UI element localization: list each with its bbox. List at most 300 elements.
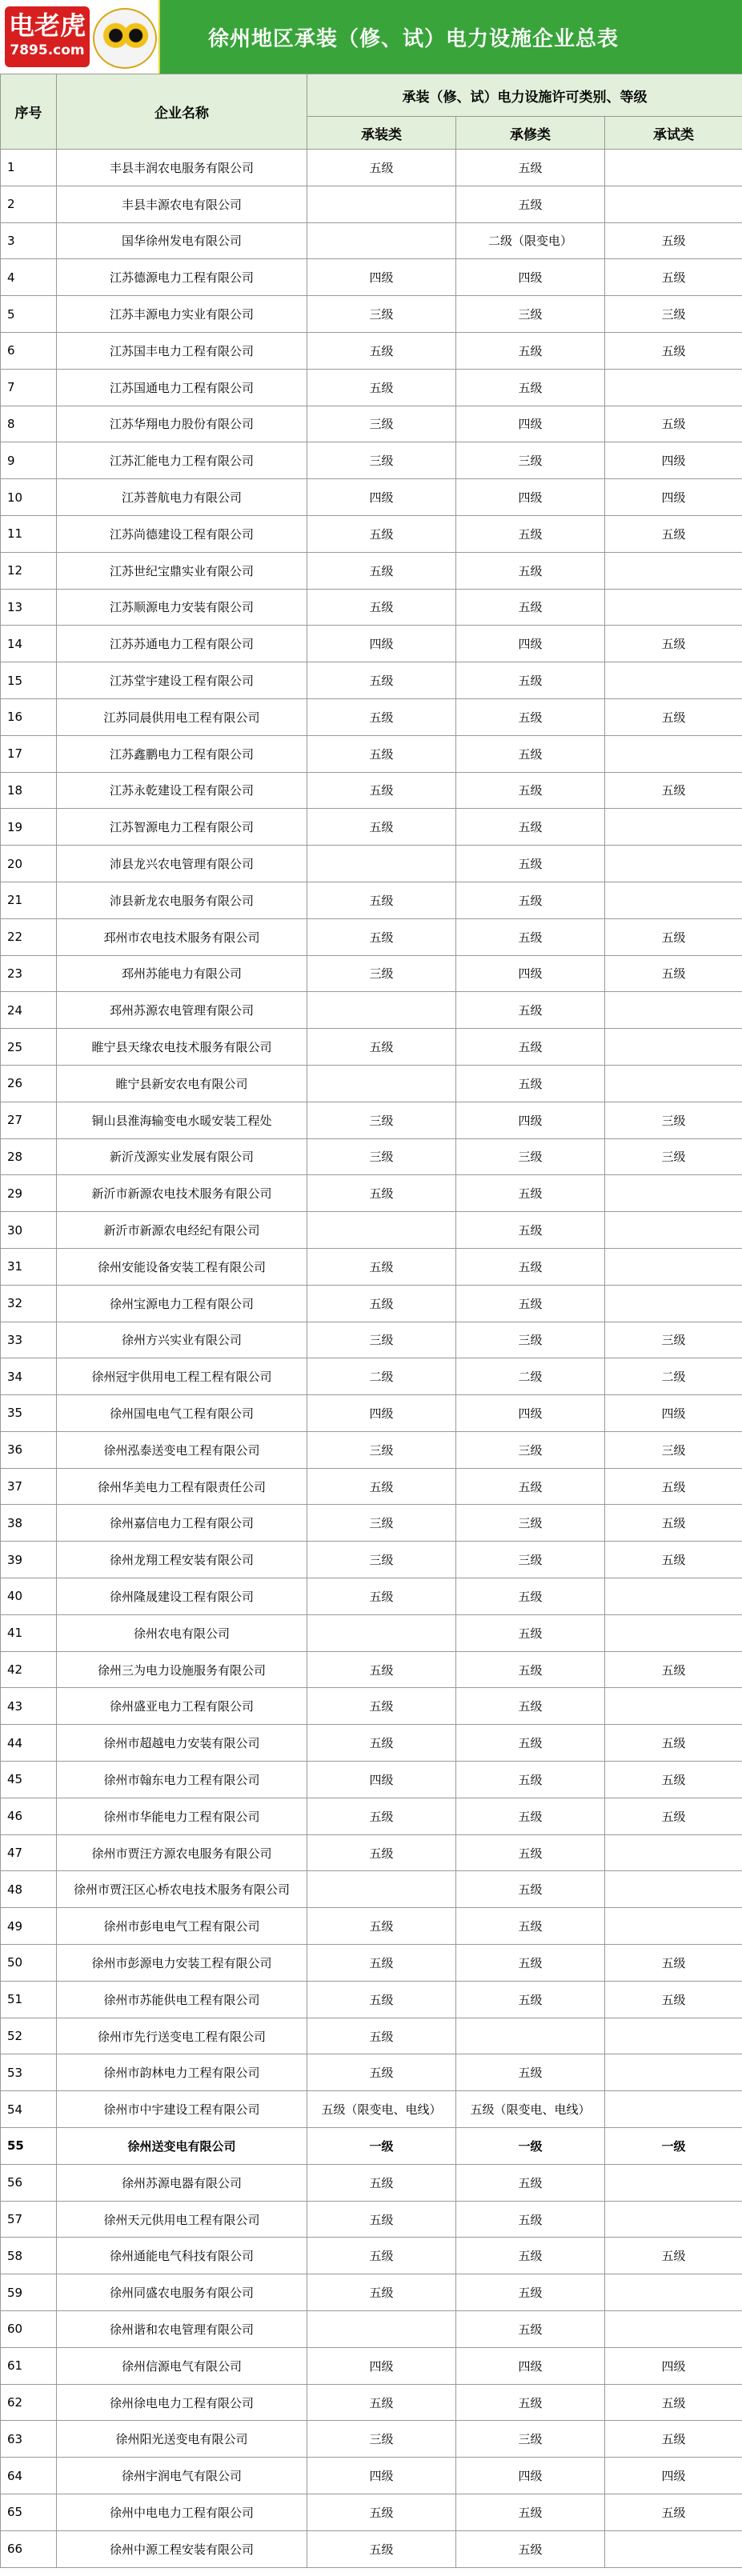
table-row — [1, 1358, 742, 1395]
row-company-name: 江苏同晨供用电工程有限公司 — [57, 698, 307, 735]
row-repair-level: 五级 — [456, 1834, 605, 1871]
row-company-name: 徐州谐和农电管理有限公司 — [57, 2311, 307, 2348]
table-row — [1, 1762, 742, 1798]
row-seq: 8 — [1, 406, 57, 442]
row-company-name: 徐州市韵林电力工程有限公司 — [57, 2054, 307, 2091]
row-seq: 46 — [1, 1798, 57, 1834]
row-test-level: 五级 — [605, 2494, 742, 2531]
row-install-level: 五级 — [307, 1029, 456, 1066]
row-seq: 20 — [1, 846, 57, 882]
row-seq: 25 — [1, 1029, 57, 1066]
row-seq: 40 — [1, 1578, 57, 1615]
row-install-level: 五级 — [307, 150, 456, 186]
row-seq: 18 — [1, 772, 57, 809]
row-install-level: 三级 — [307, 1505, 456, 1542]
table-row — [1, 2530, 742, 2567]
site-logo[interactable] — [0, 0, 160, 74]
row-install-level: 五级 — [307, 2054, 456, 2091]
row-company-name: 江苏国丰电力工程有限公司 — [57, 332, 307, 369]
row-repair-level: 五级 — [456, 735, 605, 772]
row-company-name: 徐州市贾汪区心桥农电技术服务有限公司 — [57, 1871, 307, 1908]
row-test-level: 五级 — [605, 1505, 742, 1542]
row-seq: 2 — [1, 186, 57, 222]
row-seq: 45 — [1, 1762, 57, 1798]
row-install-level: 五级 — [307, 1981, 456, 2018]
row-repair-level: 二级（限变电） — [456, 222, 605, 259]
row-repair-level: 五级 — [456, 846, 605, 882]
row-test-level: 五级 — [605, 772, 742, 809]
row-install-level: 五级 — [307, 809, 456, 846]
header-name: 企业名称 — [57, 74, 307, 150]
row-install-level: 四级 — [307, 2347, 456, 2384]
row-test-level: 五级 — [605, 406, 742, 442]
row-install-level: 五级 — [307, 698, 456, 735]
row-test-level — [605, 1834, 742, 1871]
table-row — [1, 992, 742, 1029]
table-row — [1, 2018, 742, 2054]
row-repair-level: 五级 — [456, 1762, 605, 1798]
row-repair-level: 五级 — [456, 552, 605, 589]
header-test: 承试类 — [605, 117, 742, 150]
table-row — [1, 2054, 742, 2091]
row-repair-level: 三级 — [456, 442, 605, 479]
row-repair-level: 四级 — [456, 406, 605, 442]
row-company-name: 江苏德源电力工程有限公司 — [57, 259, 307, 296]
row-test-level — [605, 809, 742, 846]
row-repair-level: 五级 — [456, 2164, 605, 2201]
row-seq: 34 — [1, 1358, 57, 1395]
row-install-level: 五级 — [307, 1834, 456, 1871]
row-company-name: 徐州通能电气科技有限公司 — [57, 2238, 307, 2274]
row-install-level: 五级 — [307, 772, 456, 809]
row-company-name: 睢宁县新安农电有限公司 — [57, 1065, 307, 1102]
row-repair-level: 五级 — [456, 2384, 605, 2421]
row-install-level: 五级 — [307, 1468, 456, 1505]
row-repair-level: 五级 — [456, 1029, 605, 1066]
row-seq: 65 — [1, 2494, 57, 2531]
row-seq: 32 — [1, 1285, 57, 1322]
row-seq: 33 — [1, 1322, 57, 1358]
enterprise-table — [0, 74, 742, 2568]
row-install-level: 五级 — [307, 515, 456, 552]
row-company-name: 江苏丰源电力实业有限公司 — [57, 296, 307, 333]
row-company-name: 铜山县淮海输变电水暖安装工程处 — [57, 1102, 307, 1138]
row-install-level: 五级 — [307, 369, 456, 406]
row-company-name: 徐州三为电力设施服务有限公司 — [57, 1651, 307, 1688]
row-company-name: 丰县丰源农电有限公司 — [57, 186, 307, 222]
table-row — [1, 2494, 742, 2531]
row-repair-level: 五级 — [456, 1871, 605, 1908]
row-install-level: 三级 — [307, 1102, 456, 1138]
row-company-name: 邳州市农电技术服务有限公司 — [57, 918, 307, 955]
row-test-level: 五级 — [605, 918, 742, 955]
row-repair-level: 五级 — [456, 1945, 605, 1982]
table-row — [1, 735, 742, 772]
header-license-group: 承装（修、试）电力设施许可类别、等级 — [307, 74, 742, 117]
row-test-level — [605, 846, 742, 882]
row-test-level: 五级 — [605, 1542, 742, 1578]
row-seq: 64 — [1, 2458, 57, 2494]
row-install-level: 二级 — [307, 1358, 456, 1395]
row-seq: 62 — [1, 2384, 57, 2421]
header-repair: 承修类 — [456, 117, 605, 150]
table-row — [1, 2311, 742, 2348]
row-seq: 4 — [1, 259, 57, 296]
row-test-level: 五级 — [605, 1725, 742, 1762]
table-row — [1, 2274, 742, 2311]
row-seq: 61 — [1, 2347, 57, 2384]
table-row — [1, 1431, 742, 1468]
table-row — [1, 1542, 742, 1578]
row-company-name: 徐州同盛农电服务有限公司 — [57, 2274, 307, 2311]
row-seq: 19 — [1, 809, 57, 846]
row-test-level — [605, 1688, 742, 1725]
table-row — [1, 662, 742, 699]
row-repair-level: 五级 — [456, 698, 605, 735]
row-install-level — [307, 1065, 456, 1102]
row-repair-level — [456, 2018, 605, 2054]
row-install-level: 五级 — [307, 589, 456, 626]
row-repair-level: 五级 — [456, 186, 605, 222]
table-row — [1, 626, 742, 662]
row-repair-level: 五级 — [456, 2494, 605, 2531]
row-company-name: 丰县丰润农电服务有限公司 — [57, 150, 307, 186]
row-install-level: 五级 — [307, 2384, 456, 2421]
row-install-level — [307, 222, 456, 259]
table-row — [1, 1505, 742, 1542]
row-test-level — [605, 186, 742, 222]
table-row — [1, 1322, 742, 1358]
row-test-level: 五级 — [605, 1945, 742, 1982]
row-test-level: 二级 — [605, 1358, 742, 1395]
row-company-name: 徐州市先行送变电工程有限公司 — [57, 2018, 307, 2054]
table-row — [1, 1798, 742, 1834]
table-row — [1, 2164, 742, 2201]
row-repair-level: 二级 — [456, 1358, 605, 1395]
row-seq: 48 — [1, 1871, 57, 1908]
row-repair-level: 五级 — [456, 2311, 605, 2348]
row-company-name: 徐州方兴实业有限公司 — [57, 1322, 307, 1358]
row-company-name: 徐州市中宇建设工程有限公司 — [57, 2091, 307, 2128]
table-row — [1, 222, 742, 259]
row-install-level: 三级 — [307, 406, 456, 442]
row-install-level: 三级 — [307, 1138, 456, 1175]
header-install: 承装类 — [307, 117, 456, 150]
table-row — [1, 1395, 742, 1432]
row-seq: 11 — [1, 515, 57, 552]
row-seq: 66 — [1, 2530, 57, 2567]
row-company-name: 徐州徐电电力工程有限公司 — [57, 2384, 307, 2421]
row-repair-level: 五级 — [456, 1468, 605, 1505]
row-test-level — [605, 2091, 742, 2128]
row-install-level — [307, 1212, 456, 1249]
row-repair-level: 五级 — [456, 2054, 605, 2091]
row-repair-level: 一级 — [456, 2128, 605, 2165]
row-repair-level: 五级 — [456, 1981, 605, 2018]
row-install-level: 三级 — [307, 2421, 456, 2458]
row-seq: 14 — [1, 626, 57, 662]
row-seq: 12 — [1, 552, 57, 589]
row-test-level: 五级 — [605, 955, 742, 992]
row-seq: 56 — [1, 2164, 57, 2201]
row-install-level: 四级 — [307, 479, 456, 516]
row-seq: 9 — [1, 442, 57, 479]
row-seq: 3 — [1, 222, 57, 259]
row-repair-level: 五级 — [456, 2238, 605, 2274]
row-company-name: 江苏国通电力工程有限公司 — [57, 369, 307, 406]
table-row — [1, 1945, 742, 1982]
table-row — [1, 2091, 742, 2128]
row-test-level: 三级 — [605, 296, 742, 333]
row-company-name: 江苏智源电力工程有限公司 — [57, 809, 307, 846]
row-test-level — [605, 2201, 742, 2238]
row-test-level — [605, 1908, 742, 1945]
row-test-level: 五级 — [605, 1468, 742, 1505]
row-repair-level: 五级 — [456, 1248, 605, 1285]
table-row — [1, 589, 742, 626]
row-repair-level: 五级（限变电、电线） — [456, 2091, 605, 2128]
row-company-name: 徐州隆晟建设工程有限公司 — [57, 1578, 307, 1615]
row-test-level — [605, 1248, 742, 1285]
row-seq: 22 — [1, 918, 57, 955]
row-repair-level: 五级 — [456, 332, 605, 369]
row-test-level — [605, 1212, 742, 1249]
table-row — [1, 150, 742, 186]
row-repair-level: 四级 — [456, 626, 605, 662]
row-install-level: 五级 — [307, 552, 456, 589]
table-row — [1, 186, 742, 222]
row-test-level: 五级 — [605, 515, 742, 552]
logo-site: 7895.com — [10, 42, 85, 58]
table-row — [1, 515, 742, 552]
row-seq: 23 — [1, 955, 57, 992]
row-test-level: 一级 — [605, 2128, 742, 2165]
row-seq: 38 — [1, 1505, 57, 1542]
row-test-level: 三级 — [605, 1138, 742, 1175]
table-row — [1, 1908, 742, 1945]
row-test-level: 五级 — [605, 259, 742, 296]
table-row — [1, 2421, 742, 2458]
row-seq: 29 — [1, 1175, 57, 1212]
row-seq: 1 — [1, 150, 57, 186]
row-repair-level: 五级 — [456, 662, 605, 699]
row-company-name: 江苏华翔电力股份有限公司 — [57, 406, 307, 442]
row-seq: 28 — [1, 1138, 57, 1175]
row-test-level: 五级 — [605, 222, 742, 259]
row-company-name: 江苏永乾建设工程有限公司 — [57, 772, 307, 809]
row-company-name: 徐州天元供用电工程有限公司 — [57, 2201, 307, 2238]
row-company-name: 徐州市翰东电力工程有限公司 — [57, 1762, 307, 1798]
row-company-name: 江苏世纪宝鼎实业有限公司 — [57, 552, 307, 589]
row-install-level: 三级 — [307, 1431, 456, 1468]
table-row — [1, 1102, 742, 1138]
table-row — [1, 1285, 742, 1322]
row-repair-level: 四级 — [456, 259, 605, 296]
table-row — [1, 918, 742, 955]
row-repair-level: 五级 — [456, 918, 605, 955]
row-company-name: 江苏堂宇建设工程有限公司 — [57, 662, 307, 699]
row-seq: 51 — [1, 1981, 57, 2018]
table-row — [1, 1981, 742, 2018]
row-company-name: 徐州中源工程安装有限公司 — [57, 2530, 307, 2567]
table-row — [1, 2201, 742, 2238]
table-row — [1, 1212, 742, 1249]
row-company-name: 邳州苏源农电管理有限公司 — [57, 992, 307, 1029]
row-seq: 58 — [1, 2238, 57, 2274]
row-company-name: 徐州市华能电力工程有限公司 — [57, 1798, 307, 1834]
row-seq: 41 — [1, 1614, 57, 1651]
table-row — [1, 2384, 742, 2421]
row-company-name: 江苏鑫鹏电力工程有限公司 — [57, 735, 307, 772]
row-test-level — [605, 2164, 742, 2201]
row-test-level — [605, 1175, 742, 1212]
row-seq: 49 — [1, 1908, 57, 1945]
row-repair-level: 五级 — [456, 369, 605, 406]
row-test-level — [605, 2274, 742, 2311]
row-test-level: 四级 — [605, 1395, 742, 1432]
row-test-level — [605, 552, 742, 589]
row-seq: 36 — [1, 1431, 57, 1468]
row-company-name: 新沂市新源农电经纪有限公司 — [57, 1212, 307, 1249]
row-company-name: 徐州国电电气工程有限公司 — [57, 1395, 307, 1432]
table-row — [1, 1065, 742, 1102]
table-row — [1, 552, 742, 589]
row-repair-level: 五级 — [456, 589, 605, 626]
table-row — [1, 1834, 742, 1871]
tiger-face-icon — [93, 8, 157, 69]
row-install-level: 五级 — [307, 1908, 456, 1945]
table-row — [1, 259, 742, 296]
row-install-level: 一级 — [307, 2128, 456, 2165]
row-repair-level: 三级 — [456, 1542, 605, 1578]
row-company-name: 徐州安能设备安装工程有限公司 — [57, 1248, 307, 1285]
row-company-name: 徐州送变电有限公司 — [57, 2128, 307, 2165]
row-seq: 43 — [1, 1688, 57, 1725]
logo-badge — [5, 6, 90, 67]
row-test-level — [605, 1614, 742, 1651]
row-repair-level: 五级 — [456, 150, 605, 186]
row-seq: 39 — [1, 1542, 57, 1578]
row-test-level: 四级 — [605, 442, 742, 479]
table-row — [1, 2238, 742, 2274]
row-repair-level: 五级 — [456, 1578, 605, 1615]
row-repair-level: 三级 — [456, 1322, 605, 1358]
row-repair-level: 五级 — [456, 1614, 605, 1651]
table-row — [1, 1248, 742, 1285]
row-seq: 10 — [1, 479, 57, 516]
row-install-level: 五级 — [307, 1285, 456, 1322]
row-test-level: 五级 — [605, 1762, 742, 1798]
row-seq: 21 — [1, 882, 57, 918]
row-repair-level: 五级 — [456, 1688, 605, 1725]
row-company-name: 徐州市彭电电气工程有限公司 — [57, 1908, 307, 1945]
row-company-name: 沛县龙兴农电管理有限公司 — [57, 846, 307, 882]
row-repair-level: 五级 — [456, 772, 605, 809]
row-repair-level: 五级 — [456, 1212, 605, 1249]
row-test-level: 五级 — [605, 1651, 742, 1688]
row-seq: 35 — [1, 1395, 57, 1432]
row-seq: 26 — [1, 1065, 57, 1102]
row-test-level — [605, 2311, 742, 2348]
row-test-level — [605, 1578, 742, 1615]
row-install-level: 五级 — [307, 918, 456, 955]
row-company-name: 徐州盛亚电力工程有限公司 — [57, 1688, 307, 1725]
row-repair-level: 五级 — [456, 882, 605, 918]
table-row — [1, 332, 742, 369]
row-test-level — [605, 1285, 742, 1322]
row-install-level: 五级 — [307, 2274, 456, 2311]
row-test-level: 五级 — [605, 626, 742, 662]
row-test-level: 五级 — [605, 1981, 742, 2018]
table-row — [1, 406, 742, 442]
header-seq: 序号 — [1, 74, 57, 150]
row-install-level: 五级（限变电、电线） — [307, 2091, 456, 2128]
row-install-level: 三级 — [307, 296, 456, 333]
row-company-name: 徐州市苏能供电工程有限公司 — [57, 1981, 307, 2018]
row-company-name: 江苏苏通电力工程有限公司 — [57, 626, 307, 662]
table-row — [1, 1029, 742, 1066]
row-install-level: 五级 — [307, 2201, 456, 2238]
row-test-level — [605, 589, 742, 626]
row-install-level: 三级 — [307, 1542, 456, 1578]
row-test-level — [605, 369, 742, 406]
row-install-level: 五级 — [307, 882, 456, 918]
row-test-level — [605, 1065, 742, 1102]
table-row — [1, 1688, 742, 1725]
row-test-level: 四级 — [605, 479, 742, 516]
row-install-level — [307, 2311, 456, 2348]
row-company-name: 新沂茂源实业发展有限公司 — [57, 1138, 307, 1175]
row-repair-level: 三级 — [456, 296, 605, 333]
row-company-name: 徐州嘉信电力工程有限公司 — [57, 1505, 307, 1542]
row-install-level: 三级 — [307, 955, 456, 992]
row-company-name: 徐州华美电力工程有限责任公司 — [57, 1468, 307, 1505]
row-seq: 55 — [1, 2128, 57, 2165]
row-repair-level: 五级 — [456, 2201, 605, 2238]
row-company-name: 徐州市贾汪方源农电服务有限公司 — [57, 1834, 307, 1871]
row-install-level: 五级 — [307, 2494, 456, 2531]
row-repair-level: 五级 — [456, 1285, 605, 1322]
row-test-level — [605, 662, 742, 699]
row-repair-level: 五级 — [456, 2530, 605, 2567]
row-seq: 15 — [1, 662, 57, 699]
row-company-name: 徐州宝源电力工程有限公司 — [57, 1285, 307, 1322]
table-row — [1, 2347, 742, 2384]
row-install-level: 五级 — [307, 1248, 456, 1285]
row-company-name: 徐州市彭源电力安装工程有限公司 — [57, 1945, 307, 1982]
row-repair-level: 五级 — [456, 992, 605, 1029]
row-install-level: 五级 — [307, 1945, 456, 1982]
row-test-level: 四级 — [605, 2458, 742, 2494]
row-seq: 5 — [1, 296, 57, 333]
table-row — [1, 296, 742, 333]
row-test-level: 三级 — [605, 1322, 742, 1358]
row-install-level: 四级 — [307, 1762, 456, 1798]
row-seq: 7 — [1, 369, 57, 406]
table-row — [1, 809, 742, 846]
row-seq: 27 — [1, 1102, 57, 1138]
row-install-level: 五级 — [307, 1578, 456, 1615]
row-seq: 44 — [1, 1725, 57, 1762]
row-test-level: 五级 — [605, 698, 742, 735]
row-seq: 42 — [1, 1651, 57, 1688]
row-test-level — [605, 992, 742, 1029]
row-company-name: 江苏汇能电力工程有限公司 — [57, 442, 307, 479]
row-repair-level: 四级 — [456, 955, 605, 992]
row-test-level: 四级 — [605, 2347, 742, 2384]
table-row — [1, 369, 742, 406]
row-install-level: 五级 — [307, 2238, 456, 2274]
